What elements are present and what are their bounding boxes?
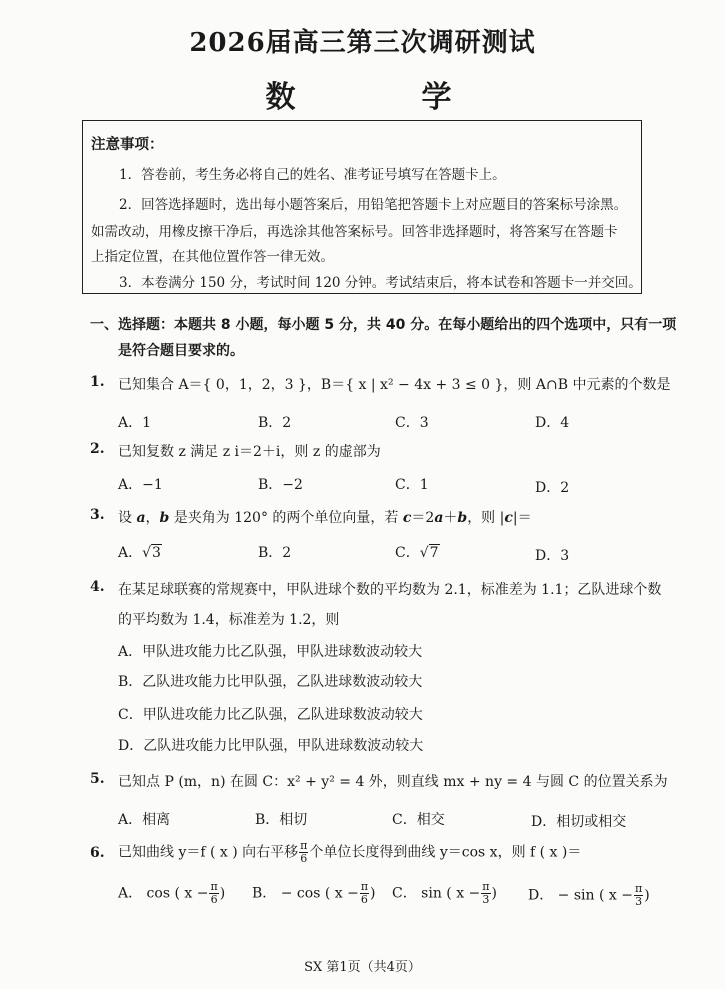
q1-option-c: C．3 — [395, 415, 429, 431]
q5-option-d: D．相切或相交 — [531, 814, 627, 830]
question-6-text: 已知曲线 y＝f ( x ) 向右平移 $\frac{\pi}{6}$ 个单位长度得到曲线 y＝cos x，则 f ( x )＝ — [118, 839, 582, 865]
question-4-text-line-2: 的平均数为 1.4，标准差为 1.2，则 — [118, 612, 340, 628]
q6-option-d: D． − sin ( x − $\frac{\pi}{3}$ ) — [528, 882, 650, 908]
question-number: 3. — [90, 507, 105, 523]
q1-option-d: D．4 — [535, 415, 570, 431]
q2-option-a: A．−1 — [118, 477, 163, 493]
q2-option-c: C．1 — [395, 477, 429, 493]
exam-title: 2026届高三第三次调研测试 — [189, 28, 536, 58]
question-5-text: 已知点 P (m，n) 在圆 C：x² + y² = 4 外，则直线 mx + ny = 4 与圆 C 的位置关系为 — [118, 774, 668, 790]
q6-option-c: C． sin ( x − $\frac{\pi}{3}$ ) — [392, 880, 497, 906]
q3-option-d: D．3 — [535, 548, 570, 564]
subject-title: 数 学 — [265, 80, 500, 115]
q2-option-b: B．−2 — [258, 477, 303, 493]
q6-option-b: B． − cos ( x − $\frac{\pi}{6}$ ) — [252, 880, 376, 906]
q5-option-b: B．相切 — [255, 812, 308, 828]
question-4-text-line-1: 在某足球联赛的常规赛中，甲队进球个数的平均数为 2.1，标准差为 1.1；乙队进球个数 — [118, 582, 662, 598]
q1-option-a: A．1 — [118, 415, 152, 431]
question-number: 2. — [90, 441, 105, 457]
q5-option-c: C．相交 — [392, 812, 445, 828]
section-heading-line-1: 一、选择题：本题共 8 小题，每小题 5 分，共 40 分。在每小题给出的四个选项中，只有一项 — [90, 317, 677, 333]
notice-item-3: 3．本卷满分 150 分，考试时间 120 分钟。考试结束后，将本试卷和答题卡一并交回。 — [119, 275, 642, 291]
question-number: 1. — [90, 374, 105, 390]
question-number: 4. — [90, 579, 105, 595]
notice-item-2-line-1: 2．回答选择题时，选出每小题答案后，用铅笔把答题卡上对应题目的答案标号涂黑。 — [119, 197, 628, 213]
question-number: 6. — [90, 845, 105, 861]
q3-option-a: A．√3 — [118, 545, 161, 561]
question-3-text: 设 a，b 是夹角为 120° 的两个单位向量，若 c＝2a＋b，则 |c|＝ — [118, 510, 532, 526]
question-2-text: 已知复数 z 满足 z i＝2＋i，则 z 的虚部为 — [118, 444, 381, 460]
notice-box — [82, 120, 642, 294]
q4-option-d: D．乙队进攻能力比甲队强，甲队进球数波动较大 — [118, 738, 424, 754]
page-footer: SX 第1页（共4页） — [304, 960, 421, 975]
q2-option-d: D．2 — [535, 480, 570, 496]
q1-option-b: B．2 — [258, 415, 292, 431]
notice-item-2-line-2: 如需改动，用橡皮擦干净后，再选涂其他答案标号。回答非选择题时，将答案写在答题卡 — [91, 224, 618, 240]
q3-option-c: C．√7 — [395, 545, 439, 561]
q3-option-b: B．2 — [258, 545, 292, 561]
q4-option-a: A．甲队进攻能力比乙队强，甲队进球数波动较大 — [118, 644, 423, 660]
q6-option-a: A． cos ( x − $\frac{\pi}{6}$ ) — [118, 880, 226, 906]
question-1-text: 已知集合 A＝{ 0，1，2，3 }，B＝{ x | x² − 4x + 3 ≤ 0 }，则 A∩B 中元素的个数是 — [118, 377, 671, 393]
q5-option-a: A．相离 — [118, 812, 171, 828]
notice-item-2-line-3: 上指定位置，在其他位置作答一律无效。 — [91, 249, 334, 265]
notice-title: 注意事项： — [91, 137, 164, 153]
q4-option-c: C．甲队进攻能力比乙队强，乙队进球数波动较大 — [118, 707, 423, 723]
notice-item-1: 1．答卷前，考生务必将自己的姓名、准考证号填写在答题卡上。 — [119, 167, 506, 183]
question-number: 5. — [90, 771, 105, 787]
q4-option-b: B．乙队进攻能力比甲队强，乙队进球数波动较大 — [118, 674, 423, 690]
section-heading-line-2: 是符合题目要求的。 — [118, 343, 244, 359]
